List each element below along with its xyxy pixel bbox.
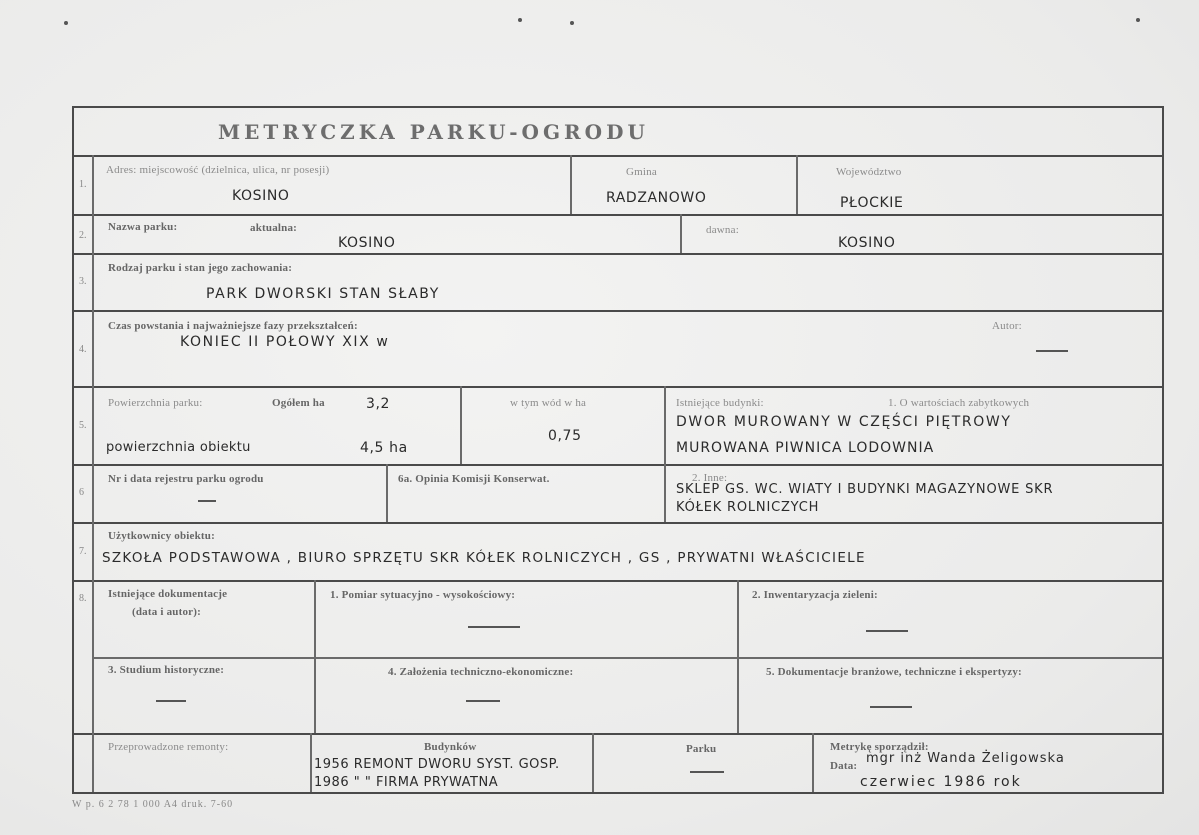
buildings-line-1: DWOR MUROWANY W CZĘŚCI PIĘTROWY (676, 414, 1012, 430)
row-divider (72, 522, 1164, 524)
object-area-value: 4,5 ha (360, 440, 408, 456)
inventory-label: 2. Inwentaryzacja zieleni: (752, 589, 878, 601)
tech-econ-label: 4. Założenia techniczno-ekonomiczne: (388, 666, 574, 678)
author-blank (1036, 350, 1068, 352)
locality-value: KOSINO (232, 188, 290, 204)
frame-right (1162, 106, 1164, 794)
col-divider (310, 733, 312, 792)
gmina-value: RADZANOWO (606, 190, 707, 206)
survey-label: 1. Pomiar sytuacyjno - wysokościowy: (330, 589, 516, 601)
row-divider (72, 253, 1164, 255)
prepared-by-value: mgr inż Wanda Żeligowska (866, 751, 1065, 766)
col-divider (664, 386, 666, 522)
other-line-2: KÓŁEK ROLNICZYCH (676, 500, 820, 515)
repairs-label: Przeprowadzone remonty: (108, 741, 229, 753)
row-number: 3. (79, 276, 87, 287)
buildings-value-label: 1. O wartościach zabytkowych (888, 397, 1030, 409)
form-title: METRYCZKA PARKU-OGRODU (218, 120, 649, 144)
register-blank (198, 500, 216, 502)
repairs-park-blank (690, 771, 724, 773)
date-value: czerwiec 1986 rok (860, 774, 1022, 790)
col-divider (460, 386, 462, 464)
register-label: Nr i data rejestru parku ogrodu (108, 473, 264, 485)
row-number: 4. (79, 344, 87, 355)
row-number: 6 (79, 487, 84, 498)
water-label: w tym wód w ha (510, 397, 587, 409)
type-state-value: PARK DWORSKI STAN SŁABY (206, 286, 440, 302)
address-label: Adres: miejscowość (dzielnica, ulica, nr posesji) (106, 164, 330, 176)
number-column-line (92, 155, 94, 792)
users-label: Użytkownicy obiektu: (108, 530, 215, 542)
row-divider (72, 214, 1164, 216)
wojewodztwo-value: PŁOCKIE (840, 195, 904, 211)
buildings-label: Istniejące budynki: (676, 397, 764, 409)
row-number: 1. (79, 179, 87, 190)
repair-line-1: 1956 REMONT DWORU SYST. GOSP. (314, 757, 560, 772)
row-number: 8. (79, 593, 87, 604)
col-divider (570, 155, 572, 214)
former-name-label: dawna: (706, 224, 739, 236)
users-value: SZKOŁA PODSTAWOWA , BIURO SPRZĘTU SKR KÓŁEK ROLNICZYCH , GS , PRYWATNI WŁAŚCICIELE (102, 550, 866, 566)
punch-dot (64, 21, 68, 25)
punch-dot (1136, 18, 1140, 22)
row-divider (72, 310, 1164, 312)
current-name-label: aktualna: (250, 222, 298, 234)
frame-left (72, 106, 74, 794)
row-number: 5. (79, 420, 87, 431)
prepared-label: Metrykę sporządził: (830, 741, 929, 753)
former-name-value: KOSINO (838, 235, 896, 251)
frame-bottom (72, 792, 1164, 794)
frame-top (72, 106, 1164, 108)
print-footer: W p. 6 2 78 1 000 A4 druk. 7-60 (72, 799, 234, 810)
object-area-label: powierzchnia obiektu (106, 440, 251, 455)
wojewodztwo-label: Województwo (836, 166, 902, 178)
row-divider (72, 580, 1164, 582)
branch-label: 5. Dokumentacje branżowe, techniczne i ekspertyzy: (766, 666, 1022, 678)
other-line-1: SKLEP GS. WC. WIATY I BUDYNKI MAGAZYNOWE SKR (676, 482, 1054, 497)
date-label: Data: (830, 760, 858, 772)
total-label: Ogółem ha (272, 397, 325, 409)
repairs-park-label: Parku (686, 743, 717, 755)
col-divider (737, 580, 739, 733)
punch-dot (570, 21, 574, 25)
gmina-label: Gmina (626, 166, 657, 178)
time-phases-label: Czas powstania i najważniejsze fazy przekształceń: (108, 320, 358, 332)
park-name-label: Nazwa parku: (108, 221, 178, 233)
col-divider (796, 155, 798, 214)
area-label: Powierzchnia parku: (108, 397, 203, 409)
repair-line-2: 1986 " " FIRMA PRYWATNA (314, 775, 499, 790)
current-name-value: KOSINO (338, 235, 396, 251)
branch-blank (870, 706, 912, 708)
col-divider (314, 580, 316, 733)
col-divider (680, 214, 682, 253)
row-divider (72, 155, 1164, 157)
docs-sub-label: (data i autor): (132, 606, 201, 618)
col-divider (812, 733, 814, 792)
row-number: 7. (79, 546, 87, 557)
punch-dot (518, 18, 522, 22)
time-phases-value: KONIEC II POŁOWY XIX w (180, 334, 390, 350)
tech-econ-blank (466, 700, 500, 702)
buildings-line-2: MUROWANA PIWNICA LODOWNIA (676, 440, 935, 456)
survey-blank (468, 626, 520, 628)
historic-label: 3. Studium historyczne: (108, 664, 225, 676)
col-divider (386, 464, 388, 522)
type-state-label: Rodzaj parku i stan jego zachowania: (108, 262, 293, 274)
other-label: 2. Inne: (692, 472, 728, 484)
historic-blank (156, 700, 186, 702)
row-divider (92, 657, 1162, 659)
water-ha-value: 0,75 (548, 428, 582, 444)
repairs-buildings-label: Budynków (424, 741, 477, 753)
row-number: 2. (79, 230, 87, 241)
row-divider (72, 464, 1164, 466)
author-label: Autor: (992, 320, 1022, 332)
opinion-label: 6a. Opinia Komisji Konserwat. (398, 473, 550, 485)
total-ha-value: 3,2 (366, 396, 391, 412)
row-divider (72, 733, 1164, 735)
inventory-blank (866, 630, 908, 632)
row-divider (72, 386, 1164, 388)
docs-label: Istniejące dokumentacje (108, 588, 228, 600)
col-divider (592, 733, 594, 792)
